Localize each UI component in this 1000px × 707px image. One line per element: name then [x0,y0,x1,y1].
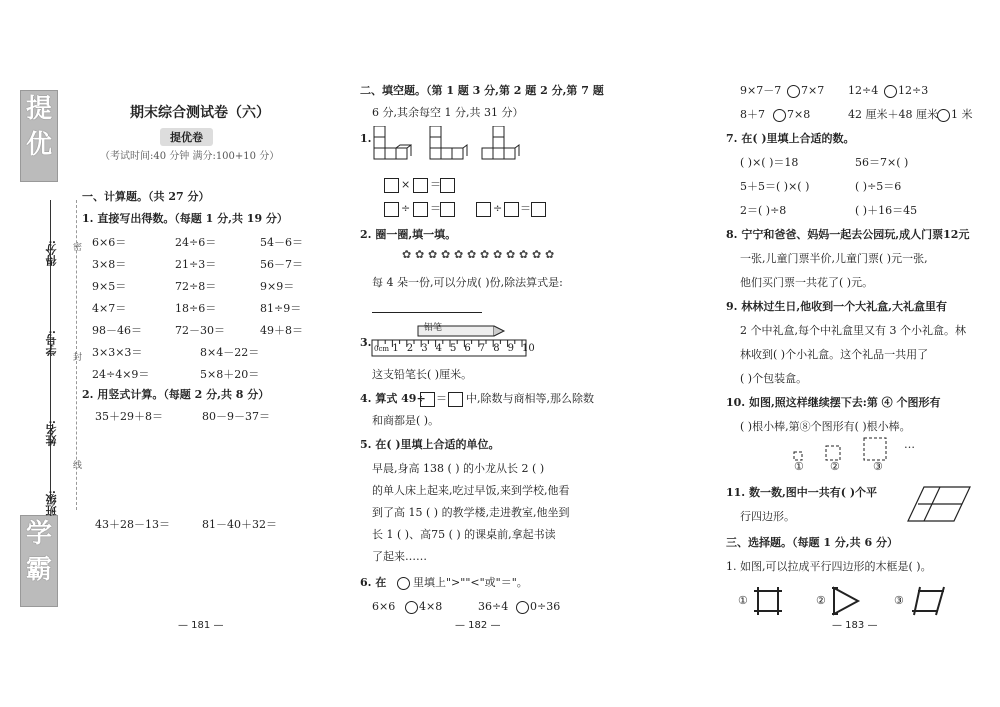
flower-icon: ✿ [415,248,425,261]
cube-figures [372,126,532,168]
seal-char-1: 密 [73,243,83,253]
oral-problem: 8×4－22＝ [200,346,260,359]
pattern-label-3: ③ [873,460,883,473]
blank-box[interactable] [476,202,491,217]
page-number-183: — 183 — [832,620,878,631]
p3-q10-line-2: ( )根小棒,第⑧个图形有( )根小棒。 [740,420,911,433]
cmp3-r-4: 1 米 [951,108,973,121]
oral-problem: 56－7＝ [260,258,303,271]
blank-box[interactable] [440,202,455,217]
flower-icon: ✿ [428,248,438,261]
p2-q4-b: ＝ [436,392,447,405]
p2-q5-line-4: 长 1 ( )、高75 ( ) 的课桌前,拿起书读 [372,528,556,541]
pattern-1 [794,452,802,460]
section-3-heading: 三、选择题。（每题 1 分,共 6 分） [726,536,898,549]
blank-box[interactable] [440,178,455,193]
p2-q2-heading: 2. 圈一圈,填一填。 [360,228,457,241]
p3-q7-1: ( )×( )＝18 [740,156,799,169]
blank-box[interactable] [531,202,546,217]
choice-label-1[interactable]: ① [738,594,748,607]
p3-q9-line-3: 林收到( )个小礼盒。这个礼品一共用了 [740,348,929,361]
compare-circle[interactable] [773,109,786,122]
cube-figure-3 [482,126,519,159]
oral-problem: 54－6＝ [260,236,303,249]
p3-q7-2: 56＝7×( ) [855,156,909,169]
cmp-left-1: 6×6 [372,600,396,613]
ruler-number: 3 [421,343,428,354]
compare-circle[interactable] [516,601,529,614]
frame-triangle-icon [830,585,862,617]
p2-q2-text: 每 4 朵一份,可以分成( )份,除法算式是: [372,276,563,289]
side-label-score: 得分: [45,240,58,267]
pattern-ellipsis: … [904,438,915,451]
section-2-heading-a: 二、填空题。（第 1 题 3 分,第 2 题 2 分,第 7 题 [360,84,604,97]
ruler-number: 7 [478,343,486,354]
pattern-2 [826,446,840,460]
flower-icon: ✿ [532,248,542,261]
blank-box[interactable] [413,178,428,193]
p3-sec3-q1: 1. 如图,可以拉成平行四边形的木框是( )。 [726,560,932,573]
choice-label-2[interactable]: ② [816,594,826,607]
blank-box[interactable] [384,178,399,193]
cmp3-l-4: 42 厘米＋48 厘米 [848,108,938,121]
side-label-name: 姓名: [45,420,58,447]
p3-q10-line-1: 10. 如图,照这样继续摆下去:第 ④ 个图形有 [726,396,941,409]
seal-char-2: 封 [73,353,83,363]
frame-parallelogram-icon [908,585,948,617]
ruler-numbers [372,342,535,356]
stamp-bottom: 学霸 [20,515,58,607]
p3-q8-line-3: 他们买门票一共花了( )元。 [740,276,874,289]
q2-heading: 2. 用竖式计算。（每题 2 分,共 8 分） [82,388,270,401]
vertical-problem-3: 43＋28－13＝ [95,518,170,531]
p3-q7-5: 2＝( )÷8 [740,204,787,217]
oral-problem: 9×5＝ [92,280,127,293]
oral-problem: 21÷3＝ [175,258,217,271]
choice-label-3[interactable]: ③ [894,594,904,607]
p3-q7-3: 5＋5＝( )×( ) [740,180,810,193]
p2-q5-line-5: 了起来…… [372,550,427,563]
oral-problem: 6×6＝ [92,236,127,249]
p3-q11-line-2: 行四边形。 [740,510,795,523]
cmp3-l-1: 9×7－7 [740,84,782,97]
p3-q7-4: ( )÷5＝6 [855,180,902,193]
oral-problem: 3×3×3＝ [92,346,143,359]
pencil-label: 铅笔 [424,323,443,333]
oral-problem: 72－30＝ [175,324,225,337]
ruler-number: 5 [450,343,457,354]
ruler-number: 0cm [374,345,390,353]
vertical-problem-4: 81－40＋32＝ [202,518,277,531]
side-label-id: 学号: [45,330,58,357]
seal-char-3: 线 [73,461,83,471]
flower-icon: ✿ [402,248,412,261]
pattern-3 [864,438,886,460]
ruler-number: 1 [392,343,399,354]
oral-problem: 24÷4×9＝ [92,368,150,381]
ruler-number: 6 [464,343,471,354]
ruler-number: 4 [435,343,442,354]
p2-q5-line-1: 早晨,身高 138 ( ) 的小龙从长 2 ( ) [372,462,545,475]
p2-q1-label: 1. [360,132,372,145]
oral-problem: 98－46＝ [92,324,142,337]
q1-heading: 1. 直接写出得数。（每题 1 分,共 19 分） [82,212,288,225]
p2-q6-b: 里填上">""<"或"＝"。 [413,576,528,589]
compare-circle[interactable] [787,85,800,98]
compare-circle[interactable] [405,601,418,614]
oral-problem: 3×8＝ [92,258,127,271]
p3-q9-line-4: ( )个包装盒。 [740,372,808,385]
page-number-181: — 181 — [178,620,224,631]
cube-figure-2 [430,126,467,159]
p3-q7-heading: 7. 在( )里填上合适的数。 [726,132,855,145]
p3-q9-line-2: 2 个中礼盒,每个中礼盒里又有 3 个小礼盒。林 [740,324,966,337]
flower-icon: ✿ [441,248,451,261]
cmp-right-1: 4×8 [419,600,443,613]
blank-box[interactable] [384,202,399,217]
flower-icon: ✿ [480,248,490,261]
side-label-class: 班级: [45,490,58,517]
cmp3-r-3: 7×8 [787,108,811,121]
ruler-number: 9 [507,343,514,354]
flower-icon: ✿ [545,248,555,261]
compare-circle[interactable] [397,577,410,590]
page-number-182: — 182 — [455,620,501,631]
flower-icon: ✿ [454,248,464,261]
compare-circle[interactable] [937,109,950,122]
cmp3-r-1: 7×7 [801,84,825,97]
section-2-heading-b: 6 分,其余每空 1 分,共 31 分） [372,106,524,119]
cmp3-r-2: 12÷3 [898,84,929,97]
oral-problem: 72÷8＝ [175,280,217,293]
answer-line[interactable] [372,312,482,313]
page-title: 期末综合测试卷（六） [130,105,270,121]
ruler-number: 8 [493,343,500,354]
p3-q8-line-2: 一张,儿童门票半价,儿童门票( )元一张, [740,252,928,265]
oral-problem: 24÷6＝ [175,236,217,249]
oral-problem: 9×9＝ [260,280,295,293]
cube-figure-1 [374,126,411,159]
p2-q6-a: 6. 在 [360,576,387,589]
vertical-problem-1: 35＋29＋8＝ [95,410,163,423]
section-1-heading: 一、计算题。（共 27 分） [82,190,210,203]
exam-meta: （考试时间:40 分钟 满分:100+10 分） [100,151,280,162]
flower-icon: ✿ [519,248,529,261]
oral-problem: 81÷9＝ [260,302,302,315]
cmp-right-2: 0÷36 [530,600,561,613]
p2-q5-line-3: 到了高 15 ( ) 的教学楼,走进教室,他坐到 [372,506,570,519]
blank-box[interactable] [413,202,428,217]
pencil-tip [494,326,504,336]
p2-q4-d: 和商都是( )。 [372,414,440,427]
p2-q4-a: 4. 算式 49÷ [360,392,426,405]
oral-problem: 4×7＝ [92,302,127,315]
p3-q11-line-1: 11. 数一数,图中一共有( )个平 [726,486,878,499]
stamp-top: 提优 [20,90,58,182]
p2-q4-c: 中,除数与商相等,那么除数 [466,392,594,405]
parallelogram-figure [904,484,974,524]
p2-q5-heading: 5. 在( )里填上合适的单位。 [360,438,500,451]
pattern-label-2: ② [830,460,840,473]
pattern-label-1: ① [794,460,804,473]
p3-q7-6: ( )＋16＝45 [855,204,918,217]
flower-icon: ✿ [506,248,516,261]
oral-problem: 5×8＋20＝ [200,368,260,381]
compare-circle[interactable] [884,85,897,98]
p2-q3-text: 这支铅笔长( )厘米。 [372,368,473,381]
oral-problem: 18÷6＝ [175,302,217,315]
oral-problem: 49＋8＝ [260,324,303,337]
p3-q9-line-1: 9. 林林过生日,他收到一个大礼盒,大礼盒里有 [726,300,947,313]
p3-q8-line-1: 8. 宁宁和爸爸、妈妈一起去公园玩,成人门票12元 [726,228,970,241]
p2-q5-line-2: 的单人床上起来,吃过早饭,来到学校,他看 [372,484,570,497]
cmp-left-2: 36÷4 [478,600,509,613]
ruler-number: 2 [406,343,414,354]
badge-tiyou: 提优卷 [160,128,213,146]
blank-box[interactable] [504,202,519,217]
vertical-problem-2: 80－9－37＝ [202,410,270,423]
cmp3-l-2: 12÷4 [848,84,879,97]
ruler-number: 10 [522,343,535,354]
p2-q3-label: 3. [360,336,372,349]
blank-box[interactable] [448,392,463,407]
flower-icon: ✿ [467,248,477,261]
frame-square-icon [752,585,784,617]
flower-row [402,248,562,268]
blank-box[interactable] [420,392,435,407]
flower-icon: ✿ [493,248,503,261]
cmp3-l-3: 8＋7 [740,108,765,121]
stick-pattern [788,432,908,468]
